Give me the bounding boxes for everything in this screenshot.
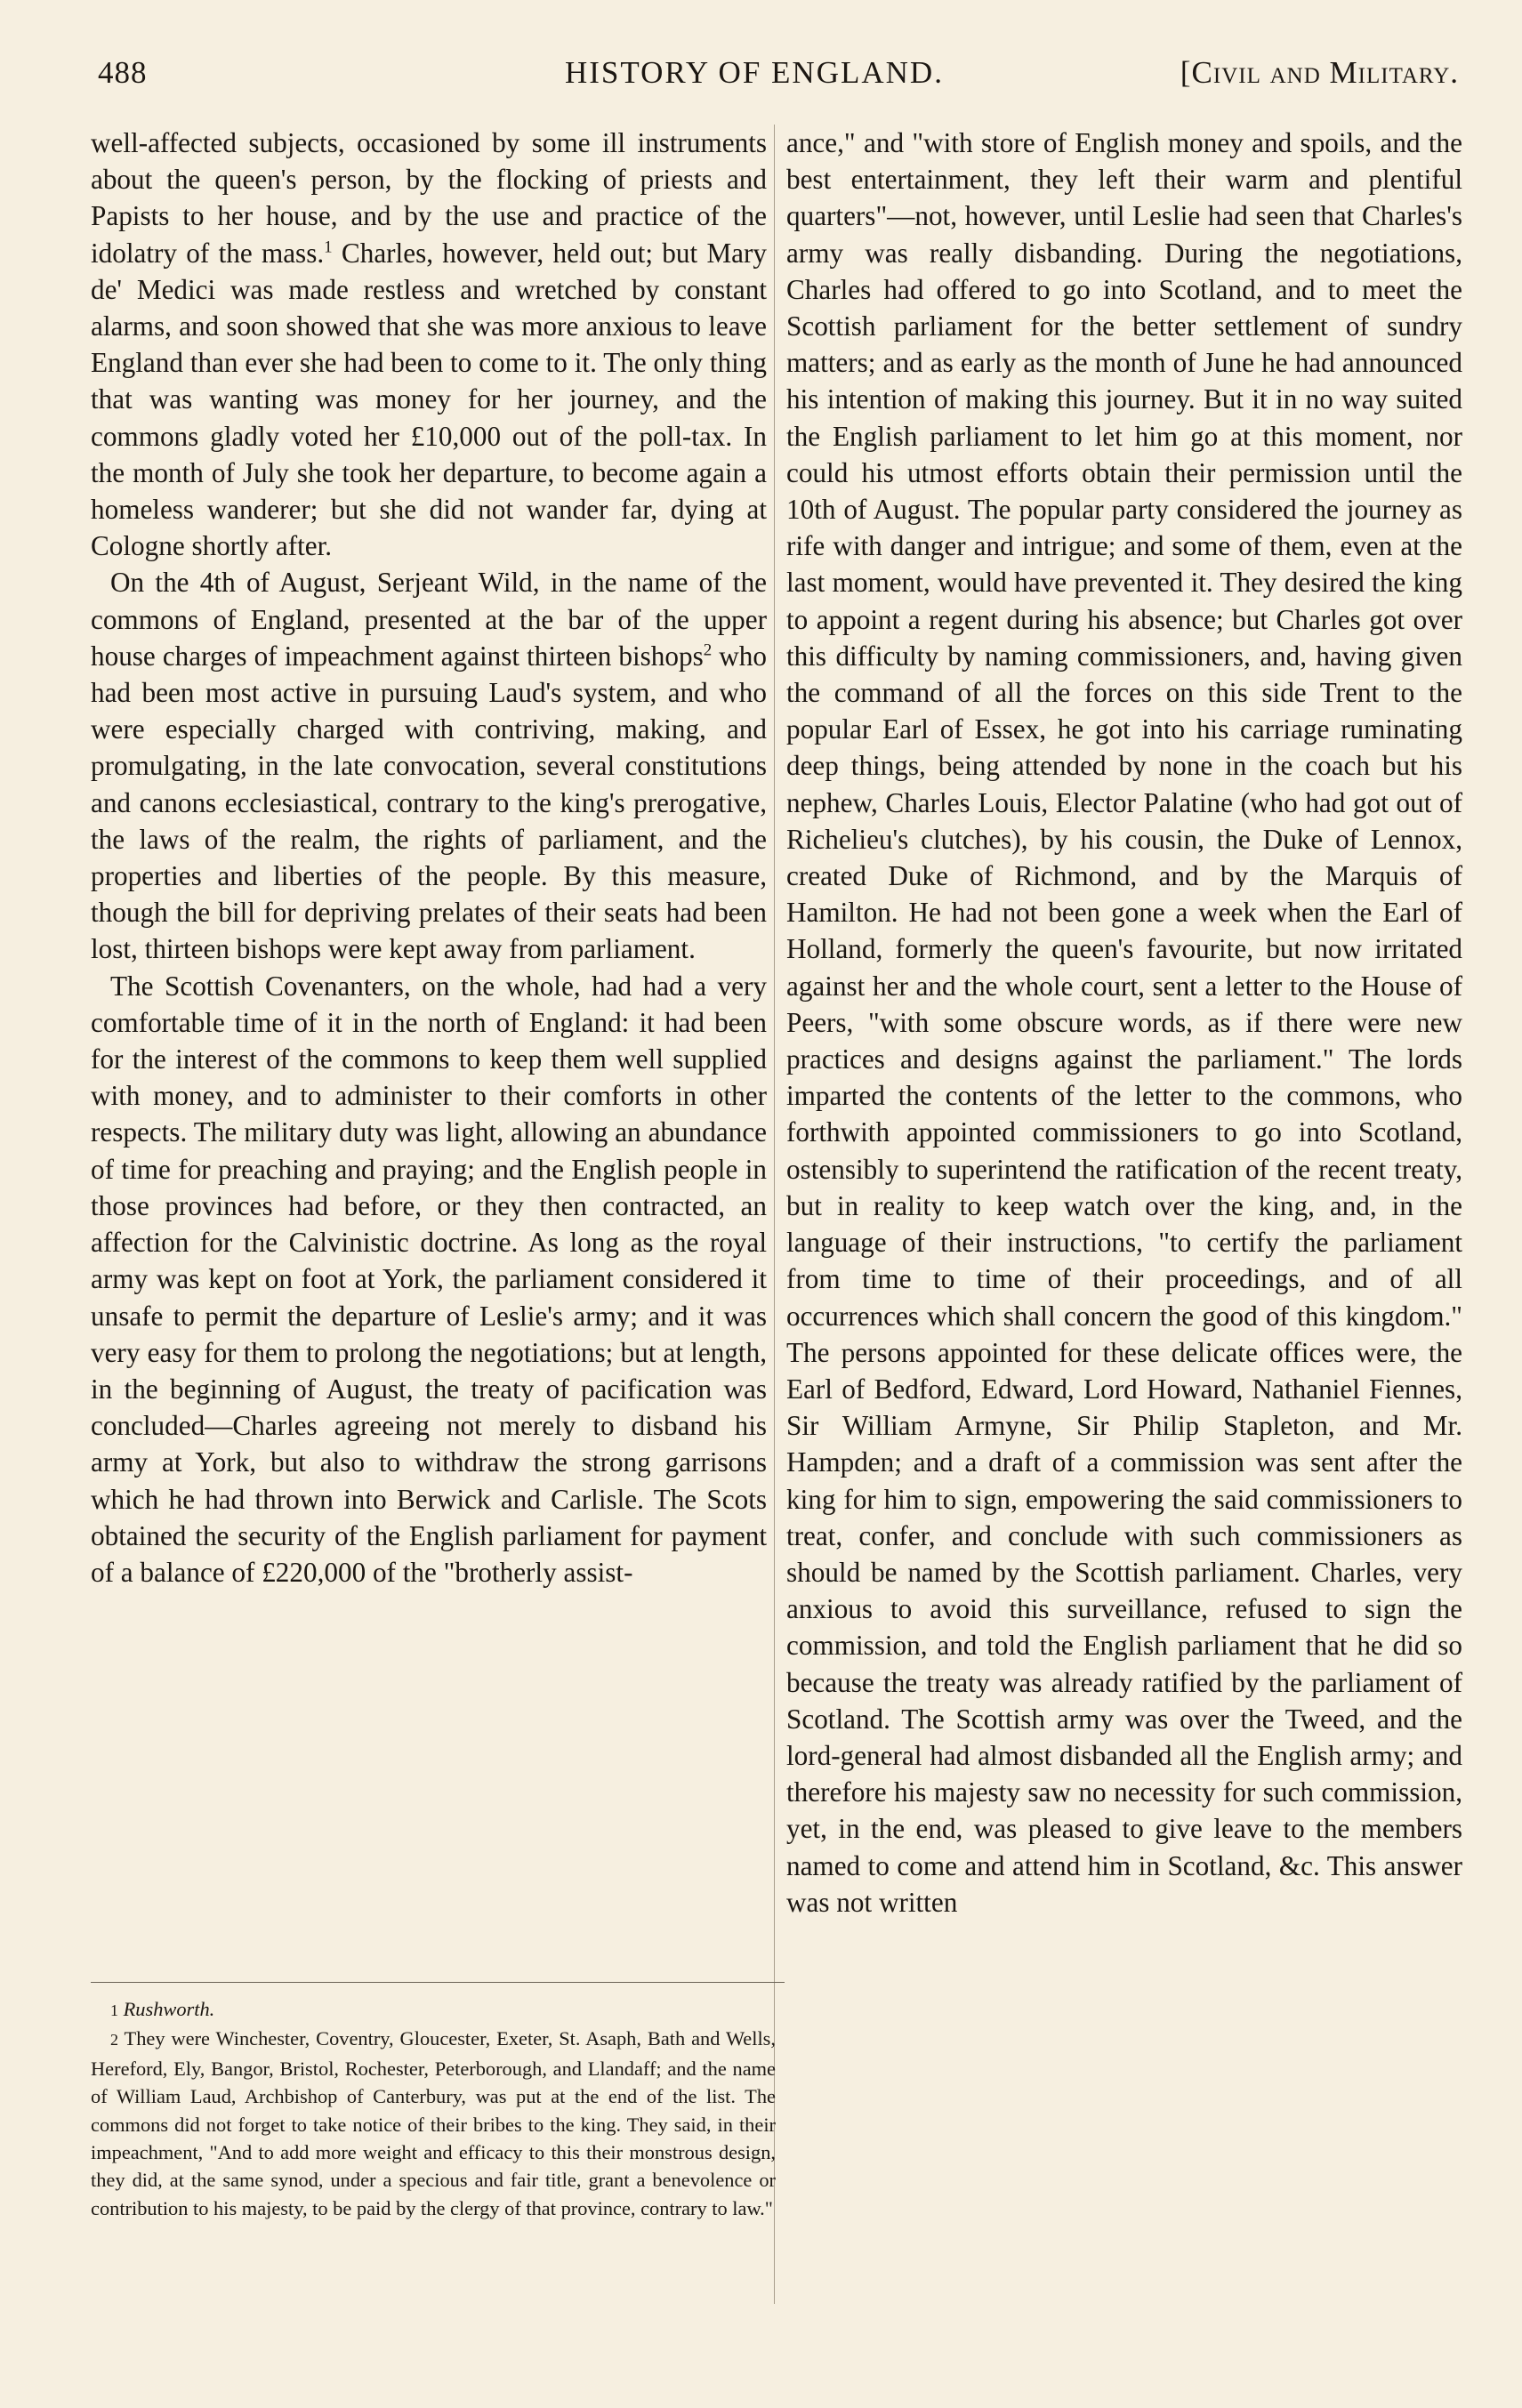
paragraph-text: On the 4th of August, Serjeant Wild, in the name of the commons of England, presented at the bar of the upper house charges of impeachment against thirteen bishops [91, 567, 767, 672]
footnote-divider [91, 1982, 785, 1983]
paragraph: ance," and "with store of English money and spoils, and the best entertainment, they left their warm and plentiful quarters"—not, however, until Leslie had seen that Charles's army was really disbanding. During the negotiations, Charles had offered to go into Scotland, and to meet the Scottish parliament for the better settlement of sundry matters; and as early as the month of June he had announced his intention of making this journey. But it in no way suited the English parliament to let him go at this moment, nor could his utmost efforts obtain their permission until the 10th of August. The popular party considered the journey as rife with danger and intrigue; and some of them, even at the last moment, would have prevented it. They desired the king to appoint a regent during his absence; but Charles got over this difficulty by naming commissioners, and, having given the command of all the forces on this side Trent to the popular Earl of Essex, he got into his carriage ruminating deep things, being attended by none in the coach but his nephew, Charles Louis, Elector Palatine (who had got out of Richelieu's clutches), by his cousin, the Duke of Lennox, created Duke of Richmond, and by the Marquis of Hamilton. He had not been gone a week when the Earl of Holland, formerly the queen's favourite, but now irritated against her and the whole court, sent a letter to the House of Peers, "with some obscure words, as if there were new practices and designs against the parliament." The lords imparted the contents of the letter to the commons, who forthwith appointed commissioners to go into Scotland, ostensibly to superintend the ratification of the recent treaty, but in reality to keep watch over the king, and, in the language of their instructions, "to certify the parliament from time to time of their proceedings, and of all occurrences which shall concern the good of this kingdom." The persons appointed for these delicate offices were, the Earl of Bedford, Edward, Lord Howard, Nathaniel Fiennes, Sir William Armyne, Sir Philip Stapleton, and Mr. Hampden; and a draft of a commission was sent after the king for him to sign, empowering the said commissioners to treat, confer, and conclude with such commissioners as should be named by the Scottish parliament. Charles, very anxious to avoid this surveillance, refused to sign the commission, and told the English parliament that he did so because the treaty was already ratified by the parliament of Scotland. The Scottish army was over the Tweed, and the lord-general had almost disbanded all the English army; and therefore his majesty saw no necessity for such commission, yet, in the end, was pleased to give leave to the members named to come and attend him in Scotland, &c. This answer was not written [786, 127, 1462, 1918]
running-title: HISTORY OF ENGLAND. [565, 55, 944, 90]
column-divider [774, 125, 775, 2304]
right-column [786, 125, 1462, 1921]
footnote-number: 2 [110, 2031, 118, 2050]
section-label: [Civil and Military. [1180, 55, 1459, 90]
paragraph-text: who had been most active in pursuing Laud's system, and who were especially charged with contriving, making, and promulgating, in the late convocation, several constitutions and canons ecclesiastical, contrary to the king's prerogative, the laws of the realm, the rights of parliament, and the properties and liberties of the people. By this measure, though the bill for depriving prelates of their seats had been lost, thirteen bishops were kept away from parliament. [91, 640, 767, 965]
footnote-text: Rushworth. [123, 1998, 215, 2020]
paragraph-text: well-affected subjects, occasioned by some ill instruments about the queen's person, by the flocking of priests and Papists to her house, and by the use and practice of the idolatry of the mass. [91, 127, 767, 269]
footnotes [91, 1995, 776, 2222]
page-header [98, 55, 1459, 100]
footnote-reference: 1 [324, 238, 333, 257]
paragraph [91, 125, 767, 564]
footnote-reference: 2 [703, 640, 713, 660]
page-number: 488 [98, 55, 148, 90]
paragraph [91, 564, 767, 967]
footnote [91, 1995, 776, 2025]
paragraph: The Scottish Covenanters, on the whole, had had a very comfortable time of it in the north of England: it had been for the interest of the commons to keep them well supplied with money, and to administer to their comforts in other respects. The military duty was light, allowing an abundance of time for preaching and praying; and the English people in those provinces had before, or they then contracted, an affection for the Calvinistic doctrine. As long as the royal army was kept on foot at York, the parliament considered it unsafe to permit the departure of Leslie's army; and it was very easy for them to prolong the negotiations; but at length, in the beginning of August, the treaty of pacification was concluded—Charles agreeing not merely to disband his army at York, but also to withdraw the strong garrisons which he had thrown into Berwick and Carlisle. The Scots obtained the security of the English parliament for payment of a balance of £220,000 of the "brotherly assist- [91, 970, 767, 1588]
paragraph-text: Charles, however, held out; but Mary de' Medici was made restless and wretched by constant alarms, and soon showed that she was more anxious to leave England than ever she had been to come to it. The only thing that was wanting was money for her journey, and the commons gladly voted her £10,000 out of the poll-tax. In the month of July she took her departure, to become again a homeless wanderer; but she did not wander far, dying at Cologne shortly after. [91, 237, 767, 562]
footnote-text: They were Winchester, Coventry, Gloucester, Exeter, St. Asaph, Bath and Wells, Hereford, Ely, Bangor, Bristol, Rochester, Peterborough, and Llandaff; and the name of William Laud, Archbishop of Canterbury, was put at the end of the list. The commons did not forget to take notice of their bribes to the king. They said, in their impeachment, "And to add more weight and efficacy to this their monstrous design, they did, at the same synod, under a specious and fair title, grant a benevolence or contribution to his majesty, to be paid by the clergy of that province, contrary to law." [91, 2027, 776, 2219]
footnote [91, 2025, 776, 2222]
footnote-number: 1 [110, 2001, 118, 2019]
left-column [91, 125, 767, 1591]
